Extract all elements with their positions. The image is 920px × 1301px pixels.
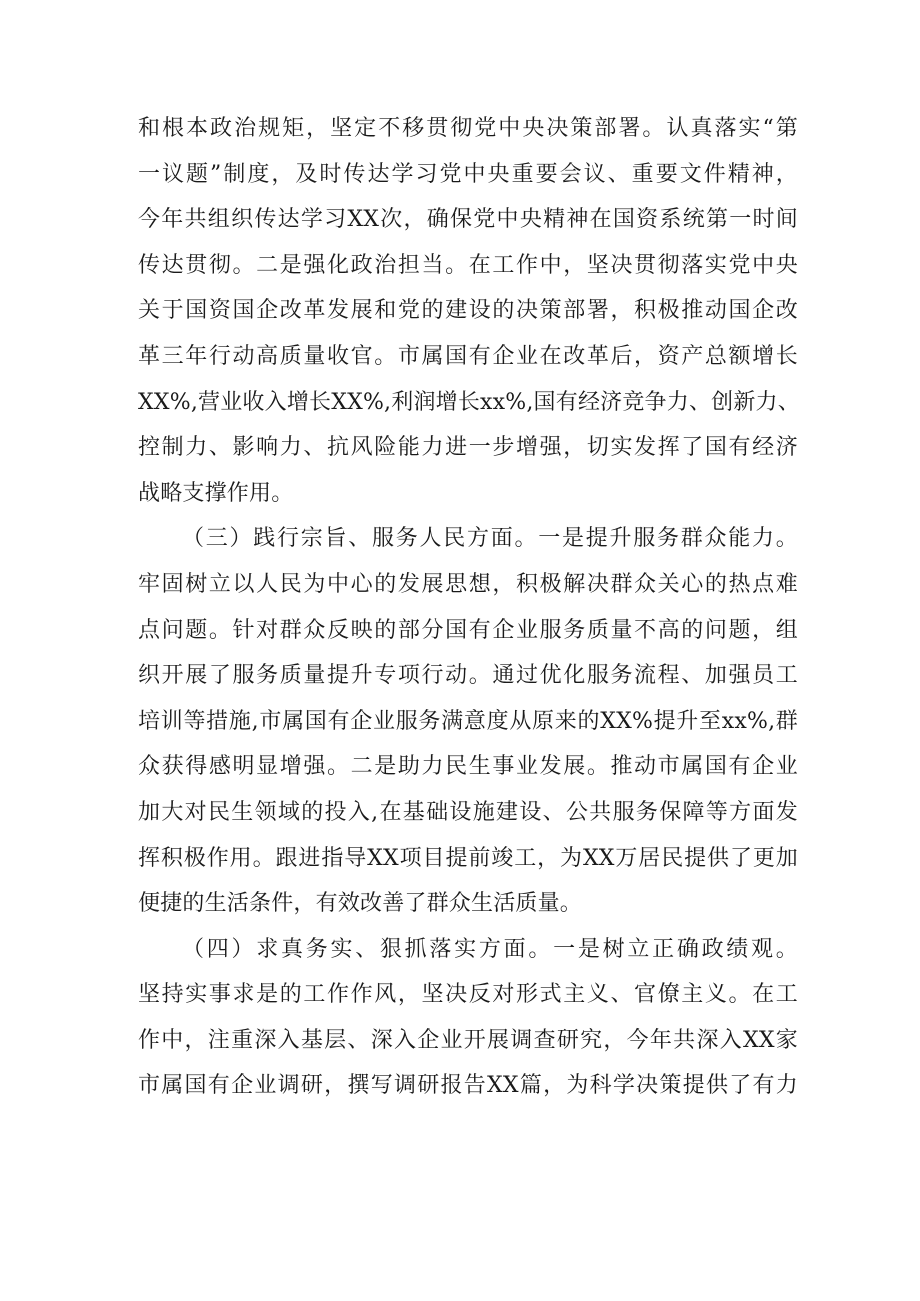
text-line-heading: （四）求真务实、狠抓落实方面。一是树立正确政绩观。 [182, 936, 798, 962]
paragraph-serve-people [138, 516, 798, 926]
text-line: 培训等措施,市属国有企业服务满意度从原来的XX%提升至xx%,群 [138, 708, 798, 734]
text-line: 挥积极作用。跟进指导XX项目提前竣工，为XX万居民提供了更加 [138, 845, 798, 871]
text-line: 牢固树立以人民为中心的发展思想，积极解决群众关心的热点难 [138, 571, 798, 597]
text-line: 战略支撑作用。 [138, 480, 294, 506]
text-line-heading: （三）践行宗旨、服务人民方面。一是提升服务群众能力。 [182, 526, 798, 552]
text-line: 点问题。针对群众反映的部分国有企业服务质量不高的问题，组 [138, 617, 798, 643]
document-body [138, 106, 798, 1109]
text-line: 一议题”制度，及时传达学习党中央重要会议、重要文件精神， [138, 161, 798, 187]
text-line: 织开展了服务质量提升专项行动。通过优化服务流程、加强员工 [138, 663, 798, 689]
text-line: 便捷的生活条件，有效改善了群众生活质量。 [138, 891, 583, 917]
text-line: 众获得感明显增强。二是助力民生事业发展。推动市属国有企业 [138, 754, 798, 780]
text-line: 控制力、影响力、抗风险能力进一步增强，切实发挥了国有经济 [138, 435, 798, 461]
text-line: 传达贯彻。二是强化政治担当。在工作中，坚决贯彻落实党中央 [138, 252, 798, 278]
text-line: 市属国有企业调研，撰写调研报告XX篇，为科学决策提供了有力 [138, 1073, 798, 1099]
text-line: 作中，注重深入基层、深入企业开展调查研究，今年共深入XX家 [138, 1027, 798, 1053]
text-line: 今年共组织传达学习XX次，确保党中央精神在国资系统第一时间 [138, 207, 798, 233]
paragraph-political-rules [138, 106, 798, 516]
text-line: 革三年行动高质量收官。市属国有企业在改革后，资产总额增长 [138, 343, 798, 369]
paragraph-pragmatic-work [138, 927, 798, 1109]
text-line: 坚持实事求是的工作作风，坚决反对形式主义、官僚主义。在工 [138, 982, 798, 1008]
text-line: 加大对民生领域的投入,在基础设施建设、公共服务保障等方面发 [138, 799, 798, 825]
text-line: 和根本政治规矩，坚定不移贯彻党中央决策部署。认真落实“第 [138, 116, 798, 141]
text-line: 关于国资国企改革发展和党的建设的决策部署，积极推动国企改 [138, 298, 798, 324]
text-line: XX%,营业收入增长XX%,利润增长xx%,国有经济竞争力、创新力、 [138, 389, 800, 415]
